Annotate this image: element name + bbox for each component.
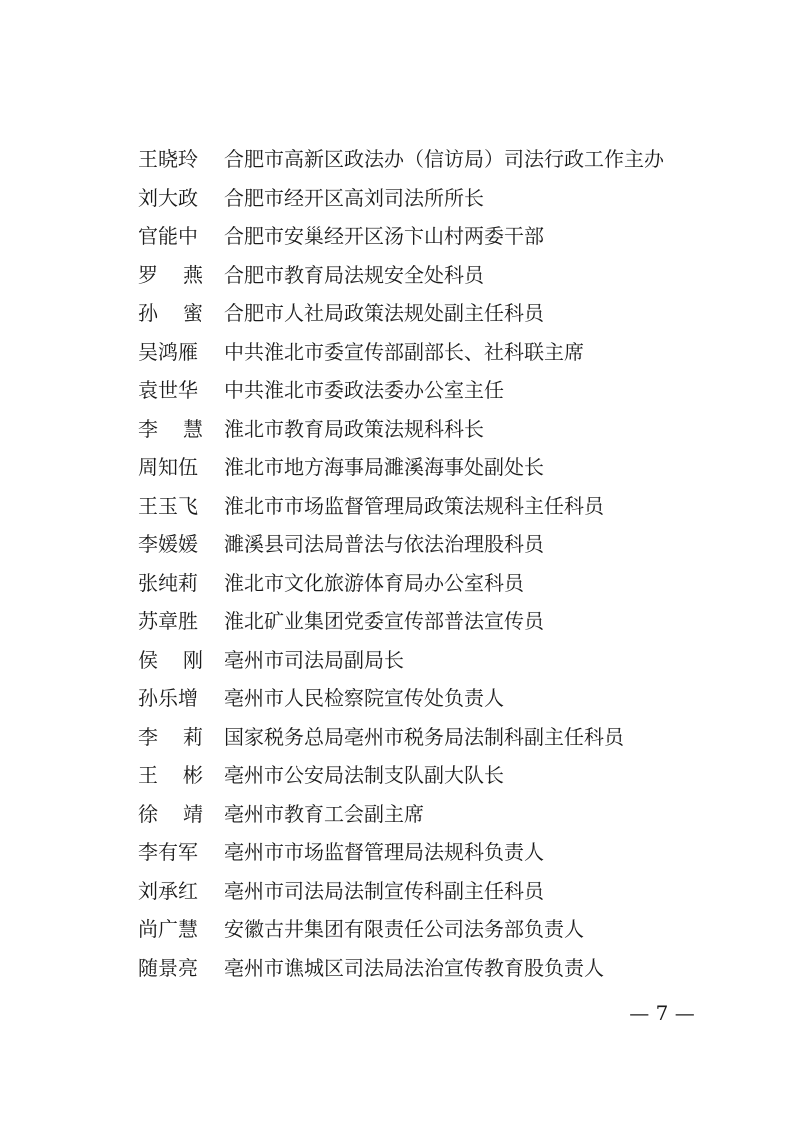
person-name: 李莉 [138, 724, 228, 749]
list-item [138, 333, 758, 372]
person-title: 淮北矿业集团党委宣传部普法宣传员 [224, 609, 544, 633]
person-title: 合肥市安巢经开区汤卞山村两委干部 [224, 224, 544, 248]
list-item [138, 217, 758, 256]
person-name: 侯刚 [138, 647, 228, 672]
person-name: 刘承红 [138, 878, 198, 903]
person-title: 中共淮北市委宣传部副部长、社科联主席 [224, 339, 584, 364]
person-name: 周知伍 [138, 455, 198, 479]
list-item [138, 256, 758, 295]
person-title: 亳州市司法局副局长 [224, 647, 404, 672]
person-title: 淮北市文化旅游体育局办公室科员 [224, 570, 524, 595]
person-name: 袁世华 [138, 378, 198, 402]
person-name: 李慧 [138, 416, 228, 441]
list-item [138, 641, 758, 680]
list-item [138, 140, 758, 179]
person-name: 李媛媛 [138, 532, 198, 556]
person-name: 王彬 [138, 763, 228, 787]
person-title: 亳州市市场监督管理局法规科负责人 [224, 840, 544, 864]
list-item [138, 179, 758, 218]
list-item [138, 679, 758, 718]
list-item [138, 525, 758, 564]
person-title: 亳州市公安局法制支队副大队长 [224, 763, 504, 787]
list-item [138, 371, 758, 410]
person-name: 尚广慧 [138, 917, 198, 941]
list-item [138, 448, 758, 487]
person-title: 合肥市人社局政策法规处副主任科员 [224, 301, 544, 325]
person-title: 亳州市教育工会副主席 [224, 801, 424, 826]
person-title: 亳州市人民检察院宣传处负责人 [224, 686, 504, 710]
person-name: 张纯莉 [138, 570, 198, 595]
person-title: 濉溪县司法局普法与依法治理股科员 [224, 532, 544, 556]
person-name: 徐靖 [138, 801, 228, 826]
list-item [138, 602, 758, 641]
person-title: 安徽古井集团有限责任公司法务部负责人 [224, 917, 584, 941]
person-title: 淮北市市场监督管理局政策法规科主任科员 [224, 493, 604, 518]
list-item [138, 949, 758, 988]
list-item [138, 294, 758, 333]
person-name: 孙乐增 [138, 686, 198, 710]
person-title: 淮北市教育局政策法规科科长 [224, 416, 484, 441]
list-item [138, 718, 758, 757]
list-item [138, 564, 758, 603]
person-title: 国家税务总局亳州市税务局法制科副主任科员 [224, 724, 624, 749]
person-name: 吴鸿雁 [138, 339, 198, 364]
person-title: 合肥市经开区高刘司法所所长 [224, 185, 484, 210]
list-item [138, 795, 758, 834]
page-number: — 7 — [629, 1001, 695, 1025]
person-name: 刘大政 [138, 185, 198, 210]
person-name: 李有军 [138, 840, 198, 864]
person-title: 亳州市谯城区司法局法治宣传教育股负责人 [224, 955, 604, 980]
list-item [138, 833, 758, 872]
person-title: 淮北市地方海事局濉溪海事处副处长 [224, 455, 544, 479]
person-name: 官能中 [138, 224, 198, 248]
person-title: 合肥市教育局法规安全处科员 [224, 262, 484, 287]
person-title: 亳州市司法局法制宣传科副主任科员 [224, 878, 544, 903]
list-item [138, 872, 758, 911]
person-name: 罗燕 [138, 262, 228, 287]
person-name: 王玉飞 [138, 493, 198, 518]
person-title: 合肥市高新区政法办（信访局）司法行政工作主办 [224, 147, 664, 171]
person-name: 随景亮 [138, 955, 198, 980]
list-item [138, 487, 758, 526]
list-item [138, 410, 758, 449]
person-name: 苏章胜 [138, 609, 198, 633]
person-name: 孙蜜 [138, 301, 228, 325]
person-name: 王晓玲 [138, 147, 198, 171]
list-item [138, 910, 758, 949]
person-title: 中共淮北市委政法委办公室主任 [224, 378, 504, 402]
name-list [138, 140, 758, 987]
list-item [138, 756, 758, 795]
